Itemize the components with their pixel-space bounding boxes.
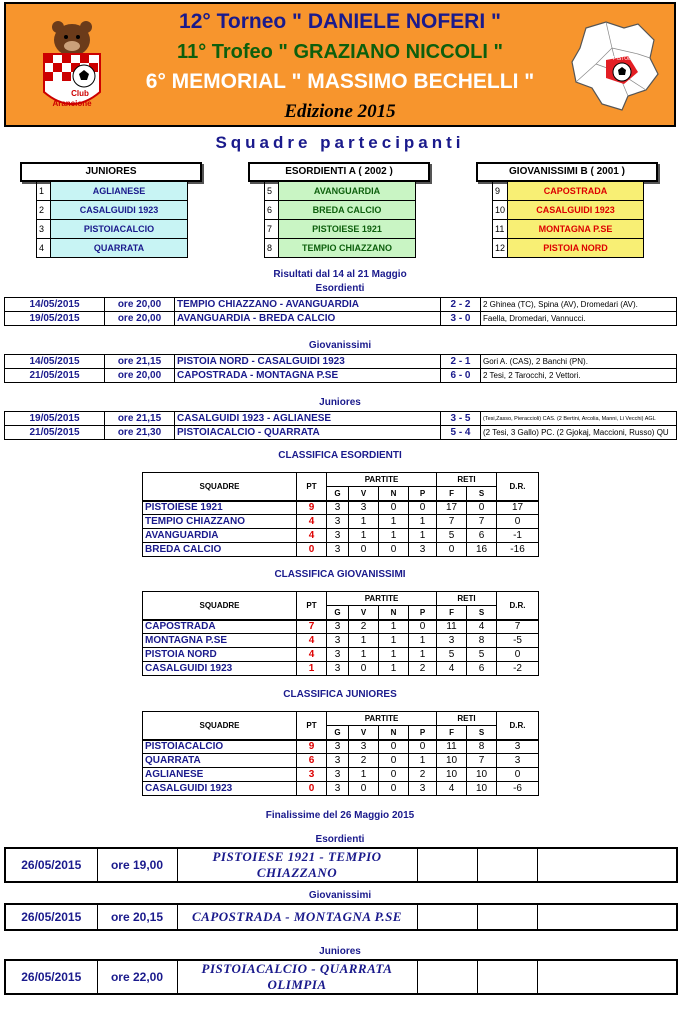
- goals-against: 6: [467, 529, 497, 543]
- lost: 1: [409, 515, 437, 529]
- team-name: CASALGUIDI 1923: [51, 201, 188, 220]
- tournament-title: 12° Torneo " DANIELE NOFERI ": [179, 10, 501, 33]
- won: 1: [349, 648, 379, 662]
- match-scorers: (2 Tesi, 3 Gallo) PC. (2 Gjokaj, Maccioni, Russo) QU: [481, 426, 677, 440]
- results-table: [4, 354, 677, 383]
- col-header-partite: PARTITE: [327, 592, 437, 606]
- group-teams-table: [264, 181, 416, 258]
- trophy-title: 11° Trofeo " GRAZIANO NICCOLI ": [177, 41, 503, 63]
- points: 0: [297, 543, 327, 557]
- drawn: 0: [379, 740, 409, 754]
- goals-for: 11: [437, 620, 467, 634]
- played: 3: [327, 620, 349, 634]
- match-time: ore 21,30: [105, 426, 175, 440]
- team-name: AVANGUARDIA: [143, 529, 297, 543]
- col-header-dr: D.R.: [497, 473, 539, 501]
- match-score: 5 - 4: [441, 426, 481, 440]
- team-number: 1: [37, 182, 51, 201]
- standings-row: [143, 620, 539, 634]
- played: 3: [327, 515, 349, 529]
- team-name: QUARRATA: [51, 239, 188, 258]
- col-header-g: G: [327, 606, 349, 620]
- won: 1: [349, 529, 379, 543]
- result-row: [5, 312, 677, 326]
- played: 3: [327, 501, 349, 515]
- col-header-reti: RETI: [437, 592, 497, 606]
- drawn: 1: [379, 634, 409, 648]
- col-header-dr: D.R.: [497, 592, 539, 620]
- standings-row: [143, 740, 539, 754]
- final-scorers-cell: [537, 904, 677, 930]
- final-match-row: [5, 904, 677, 930]
- match-time: ore 21,15: [105, 412, 175, 426]
- drawn: 1: [379, 515, 409, 529]
- won: 3: [349, 740, 379, 754]
- col-header-v: V: [349, 726, 379, 740]
- goal-difference: 17: [497, 501, 539, 515]
- match-scorers: Faella, Dromedari, Vannucci.: [481, 312, 677, 326]
- team-name: PISTOIA NORD: [508, 239, 644, 258]
- col-header-reti: RETI: [437, 473, 497, 487]
- team-name: TEMPIO CHIAZZANO: [279, 239, 416, 258]
- goals-against: 4: [467, 620, 497, 634]
- goals-against: 0: [467, 501, 497, 515]
- team-name: PISTOIA NORD: [143, 648, 297, 662]
- final-notes-cell: [477, 960, 537, 994]
- lost: 1: [409, 754, 437, 768]
- goal-difference: -5: [497, 634, 539, 648]
- team-name: TEMPIO CHIAZZANO: [143, 515, 297, 529]
- results-table: [4, 411, 677, 440]
- group-team-row: [493, 182, 644, 201]
- team-name: CAPOSTRADA: [143, 620, 297, 634]
- team-number: 2: [37, 201, 51, 220]
- match-scorers: 2 Ghinea (TC), Spina (AV), Dromedari (AV).: [481, 298, 677, 312]
- match-time: ore 20,00: [105, 369, 175, 383]
- col-header-p: P: [409, 726, 437, 740]
- finals-category-label: Giovanissimi: [308, 890, 372, 901]
- col-header-v: V: [349, 487, 379, 501]
- team-number: 8: [265, 239, 279, 258]
- team-number: 11: [493, 220, 508, 239]
- played: 3: [327, 662, 349, 676]
- match-time: ore 21,15: [105, 355, 175, 369]
- col-header-squadre: SQUADRE: [143, 712, 297, 740]
- col-header-g: G: [327, 487, 349, 501]
- col-header-v: V: [349, 606, 379, 620]
- col-header-s: S: [467, 726, 497, 740]
- played: 3: [327, 634, 349, 648]
- col-header-f: F: [437, 487, 467, 501]
- team-number: 10: [493, 201, 508, 220]
- team-name: QUARRATA: [143, 754, 297, 768]
- col-header-partite: PARTITE: [327, 473, 437, 487]
- final-date: 26/05/2015: [5, 848, 97, 882]
- points: 4: [297, 529, 327, 543]
- match-teams: CAPOSTRADA - MONTAGNA P.SE: [175, 369, 441, 383]
- match-score: 2 - 1: [441, 355, 481, 369]
- col-header-f: F: [437, 726, 467, 740]
- final-match-row: [5, 960, 677, 994]
- group-team-row: [493, 220, 644, 239]
- match-scorers: Gori A. (CAS), 2 Banchi (PN).: [481, 355, 677, 369]
- group-header-1: JUNIORES: [20, 162, 202, 182]
- final-score-cell: [417, 960, 477, 994]
- group-team-row: [37, 220, 188, 239]
- played: 3: [327, 768, 349, 782]
- goals-for: 0: [437, 543, 467, 557]
- match-score: 2 - 2: [441, 298, 481, 312]
- group-team-row: [493, 239, 644, 258]
- team-number: 6: [265, 201, 279, 220]
- lost: 1: [409, 529, 437, 543]
- lost: 0: [409, 620, 437, 634]
- played: 3: [327, 754, 349, 768]
- won: 2: [349, 620, 379, 634]
- won: 1: [349, 768, 379, 782]
- final-match-table: [4, 959, 678, 995]
- result-row: [5, 412, 677, 426]
- team-name: PISTOIESE 1921: [279, 220, 416, 239]
- points: 6: [297, 754, 327, 768]
- edition-label: Edizione 2015: [284, 101, 396, 122]
- goal-difference: 3: [497, 754, 539, 768]
- standings-row: [143, 782, 539, 796]
- match-date: 14/05/2015: [5, 355, 105, 369]
- final-teams: PISTOIESE 1921 - TEMPIO CHIAZZANO: [177, 848, 417, 882]
- points: 1: [297, 662, 327, 676]
- team-name: BREDA CALCIO: [279, 201, 416, 220]
- team-number: 9: [493, 182, 508, 201]
- goals-against: 8: [467, 634, 497, 648]
- points: 9: [297, 740, 327, 754]
- won: 3: [349, 501, 379, 515]
- points: 9: [297, 501, 327, 515]
- goals-for: 10: [437, 768, 467, 782]
- goals-for: 10: [437, 754, 467, 768]
- goal-difference: 0: [497, 515, 539, 529]
- goals-for: 3: [437, 634, 467, 648]
- finals-title: Finalissime del 26 Maggio 2015: [265, 810, 415, 821]
- final-score-cell: [417, 904, 477, 930]
- final-score-cell: [417, 848, 477, 882]
- final-scorers-cell: [537, 960, 677, 994]
- col-header-pt: PT: [297, 592, 327, 620]
- won: 0: [349, 543, 379, 557]
- team-number: 12: [493, 239, 508, 258]
- col-header-s: S: [467, 606, 497, 620]
- final-match-row: [5, 848, 677, 882]
- final-match-table: [4, 847, 678, 883]
- team-name: PISTOIACALCIO: [51, 220, 188, 239]
- results-table: [4, 297, 677, 326]
- col-header-f: F: [437, 606, 467, 620]
- team-number: 7: [265, 220, 279, 239]
- svg-text:PISTOIA: PISTOIA: [613, 56, 633, 62]
- standings-title: CLASSIFICA GIOVANISSIMI: [274, 569, 406, 580]
- played: 3: [327, 740, 349, 754]
- finals-category-label: Juniores: [319, 946, 361, 957]
- points: 4: [297, 648, 327, 662]
- final-date: 26/05/2015: [5, 904, 97, 930]
- col-header-p: P: [409, 606, 437, 620]
- team-name: CASALGUIDI 1923: [508, 201, 644, 220]
- results-category-label: Esordienti: [315, 283, 365, 294]
- standings-header-row: [143, 712, 539, 726]
- standings-header-row: [143, 473, 539, 487]
- col-header-squadre: SQUADRE: [143, 473, 297, 501]
- drawn: 0: [379, 768, 409, 782]
- match-time: ore 20,00: [105, 298, 175, 312]
- drawn: 1: [379, 620, 409, 634]
- match-date: 21/05/2015: [5, 426, 105, 440]
- points: 4: [297, 515, 327, 529]
- team-name: MONTAGNA P.SE: [508, 220, 644, 239]
- goal-difference: 0: [497, 768, 539, 782]
- group-team-row: [265, 182, 416, 201]
- played: 3: [327, 782, 349, 796]
- goals-against: 6: [467, 662, 497, 676]
- match-date: 14/05/2015: [5, 298, 105, 312]
- final-teams: PISTOIACALCIO - QUARRATA OLIMPIA: [177, 960, 417, 994]
- match-time: ore 20,00: [105, 312, 175, 326]
- goals-for: 4: [437, 662, 467, 676]
- goals-for: 5: [437, 529, 467, 543]
- final-date: 26/05/2015: [5, 960, 97, 994]
- standings-row: [143, 662, 539, 676]
- goal-difference: -6: [497, 782, 539, 796]
- group-team-row: [37, 201, 188, 220]
- results-title: Risultati dal 14 al 21 Maggio: [273, 269, 407, 280]
- team-name: MONTAGNA P.SE: [143, 634, 297, 648]
- standings-table: [142, 591, 539, 676]
- drawn: 0: [379, 501, 409, 515]
- drawn: 1: [379, 529, 409, 543]
- group-teams-table: [492, 181, 644, 258]
- goal-difference: 3: [497, 740, 539, 754]
- group-team-row: [265, 239, 416, 258]
- team-name: AGLIANESE: [51, 182, 188, 201]
- group-teams-table: [36, 181, 188, 258]
- final-notes-cell: [477, 904, 537, 930]
- lost: 2: [409, 768, 437, 782]
- group-team-row: [37, 239, 188, 258]
- lost: 3: [409, 782, 437, 796]
- team-name: BREDA CALCIO: [143, 543, 297, 557]
- played: 3: [327, 543, 349, 557]
- col-header-n: N: [379, 726, 409, 740]
- goal-difference: -16: [497, 543, 539, 557]
- goals-for: 4: [437, 782, 467, 796]
- standings-row: [143, 768, 539, 782]
- team-name: CAPOSTRADA: [508, 182, 644, 201]
- team-name: CASALGUIDI 1923: [143, 662, 297, 676]
- match-teams: PISTOIACALCIO - QUARRATA: [175, 426, 441, 440]
- goals-against: 5: [467, 648, 497, 662]
- standings-row: [143, 543, 539, 557]
- col-header-g: G: [327, 726, 349, 740]
- standings-row: [143, 648, 539, 662]
- points: 3: [297, 768, 327, 782]
- team-number: 4: [37, 239, 51, 258]
- final-notes-cell: [477, 848, 537, 882]
- match-teams: AVANGUARDIA - BREDA CALCIO: [175, 312, 441, 326]
- col-header-pt: PT: [297, 712, 327, 740]
- match-teams: CASALGUIDI 1923 - AGLIANESE: [175, 412, 441, 426]
- result-row: [5, 355, 677, 369]
- team-number: 3: [37, 220, 51, 239]
- result-row: [5, 298, 677, 312]
- goals-for: 5: [437, 648, 467, 662]
- standings-title: CLASSIFICA JUNIORES: [283, 689, 397, 700]
- won: 1: [349, 515, 379, 529]
- standings-title: CLASSIFICA ESORDIENTI: [278, 450, 402, 461]
- lost: 3: [409, 543, 437, 557]
- lost: 0: [409, 740, 437, 754]
- match-score: 6 - 0: [441, 369, 481, 383]
- standings-row: [143, 634, 539, 648]
- match-date: 19/05/2015: [5, 312, 105, 326]
- final-time: ore 19,00: [97, 848, 177, 882]
- drawn: 0: [379, 754, 409, 768]
- standings-header-row: [143, 592, 539, 606]
- match-teams: PISTOIA NORD - CASALGUIDI 1923: [175, 355, 441, 369]
- match-score: 3 - 5: [441, 412, 481, 426]
- drawn: 0: [379, 782, 409, 796]
- final-time: ore 22,00: [97, 960, 177, 994]
- final-match-table: [4, 903, 678, 931]
- results-category-label: Juniores: [319, 397, 361, 408]
- won: 1: [349, 634, 379, 648]
- standings-row: [143, 754, 539, 768]
- team-number: 5: [265, 182, 279, 201]
- goals-for: 11: [437, 740, 467, 754]
- final-scorers-cell: [537, 848, 677, 882]
- col-header-n: N: [379, 487, 409, 501]
- team-name: PISTOIACALCIO: [143, 740, 297, 754]
- goals-against: 8: [467, 740, 497, 754]
- col-header-reti: RETI: [437, 712, 497, 726]
- standings-row: [143, 529, 539, 543]
- goals-against: 10: [467, 768, 497, 782]
- col-header-n: N: [379, 606, 409, 620]
- results-category-label: Giovanissimi: [308, 340, 372, 351]
- pistoia-map-logo: [566, 18, 666, 116]
- played: 3: [327, 648, 349, 662]
- section-title: Squadre partecipanti: [215, 133, 465, 152]
- team-name: AGLIANESE: [143, 768, 297, 782]
- match-date: 21/05/2015: [5, 369, 105, 383]
- result-row: [5, 369, 677, 383]
- match-date: 19/05/2015: [5, 412, 105, 426]
- goal-difference: 7: [497, 620, 539, 634]
- final-time: ore 20,15: [97, 904, 177, 930]
- goal-difference: 0: [497, 648, 539, 662]
- goals-against: 16: [467, 543, 497, 557]
- group-team-row: [493, 201, 644, 220]
- match-scorers: 2 Tesi, 2 Tarocchi, 2 Vettori.: [481, 369, 677, 383]
- group-team-row: [265, 201, 416, 220]
- svg-text:Club: Club: [71, 89, 89, 98]
- goals-for: 17: [437, 501, 467, 515]
- header-banner: [4, 2, 676, 127]
- col-header-pt: PT: [297, 473, 327, 501]
- lost: 2: [409, 662, 437, 676]
- match-teams: TEMPIO CHIAZZANO - AVANGUARDIA: [175, 298, 441, 312]
- team-name: PISTOIESE 1921: [143, 501, 297, 515]
- goal-difference: -2: [497, 662, 539, 676]
- goals-against: 7: [467, 754, 497, 768]
- col-header-squadre: SQUADRE: [143, 592, 297, 620]
- points: 7: [297, 620, 327, 634]
- standings-table: [142, 711, 539, 796]
- drawn: 0: [379, 543, 409, 557]
- goals-for: 7: [437, 515, 467, 529]
- played: 3: [327, 529, 349, 543]
- lost: 1: [409, 648, 437, 662]
- svg-text:Arancione: Arancione: [52, 99, 92, 108]
- memorial-title: 6° MEMORIAL " MASSIMO BECHELLI ": [145, 70, 535, 93]
- lost: 0: [409, 501, 437, 515]
- group-header-2: ESORDIENTI A ( 2002 ): [248, 162, 430, 182]
- lost: 1: [409, 634, 437, 648]
- won: 0: [349, 662, 379, 676]
- standings-row: [143, 515, 539, 529]
- group-team-row: [37, 182, 188, 201]
- goal-difference: -1: [497, 529, 539, 543]
- goals-against: 7: [467, 515, 497, 529]
- col-header-dr: D.R.: [497, 712, 539, 740]
- match-scorers: (Tesi,Zasso, Pieraccioli) CAS. (2 Bertini, Arcolia, Manni, Li Vecchi) AGL: [481, 412, 677, 426]
- won: 0: [349, 782, 379, 796]
- col-header-s: S: [467, 487, 497, 501]
- points: 4: [297, 634, 327, 648]
- group-header-3: GIOVANISSIMI B ( 2001 ): [476, 162, 658, 182]
- won: 2: [349, 754, 379, 768]
- goals-against: 10: [467, 782, 497, 796]
- col-header-partite: PARTITE: [327, 712, 437, 726]
- result-row: [5, 426, 677, 440]
- col-header-p: P: [409, 487, 437, 501]
- drawn: 1: [379, 662, 409, 676]
- standings-row: [143, 501, 539, 515]
- points: 0: [297, 782, 327, 796]
- match-score: 3 - 0: [441, 312, 481, 326]
- finals-category-label: Esordienti: [315, 834, 365, 845]
- team-name: AVANGUARDIA: [279, 182, 416, 201]
- team-name: CASALGUIDI 1923: [143, 782, 297, 796]
- final-teams: CAPOSTRADA - MONTAGNA P.SE: [177, 904, 417, 930]
- drawn: 1: [379, 648, 409, 662]
- standings-table: [142, 472, 539, 557]
- group-team-row: [265, 220, 416, 239]
